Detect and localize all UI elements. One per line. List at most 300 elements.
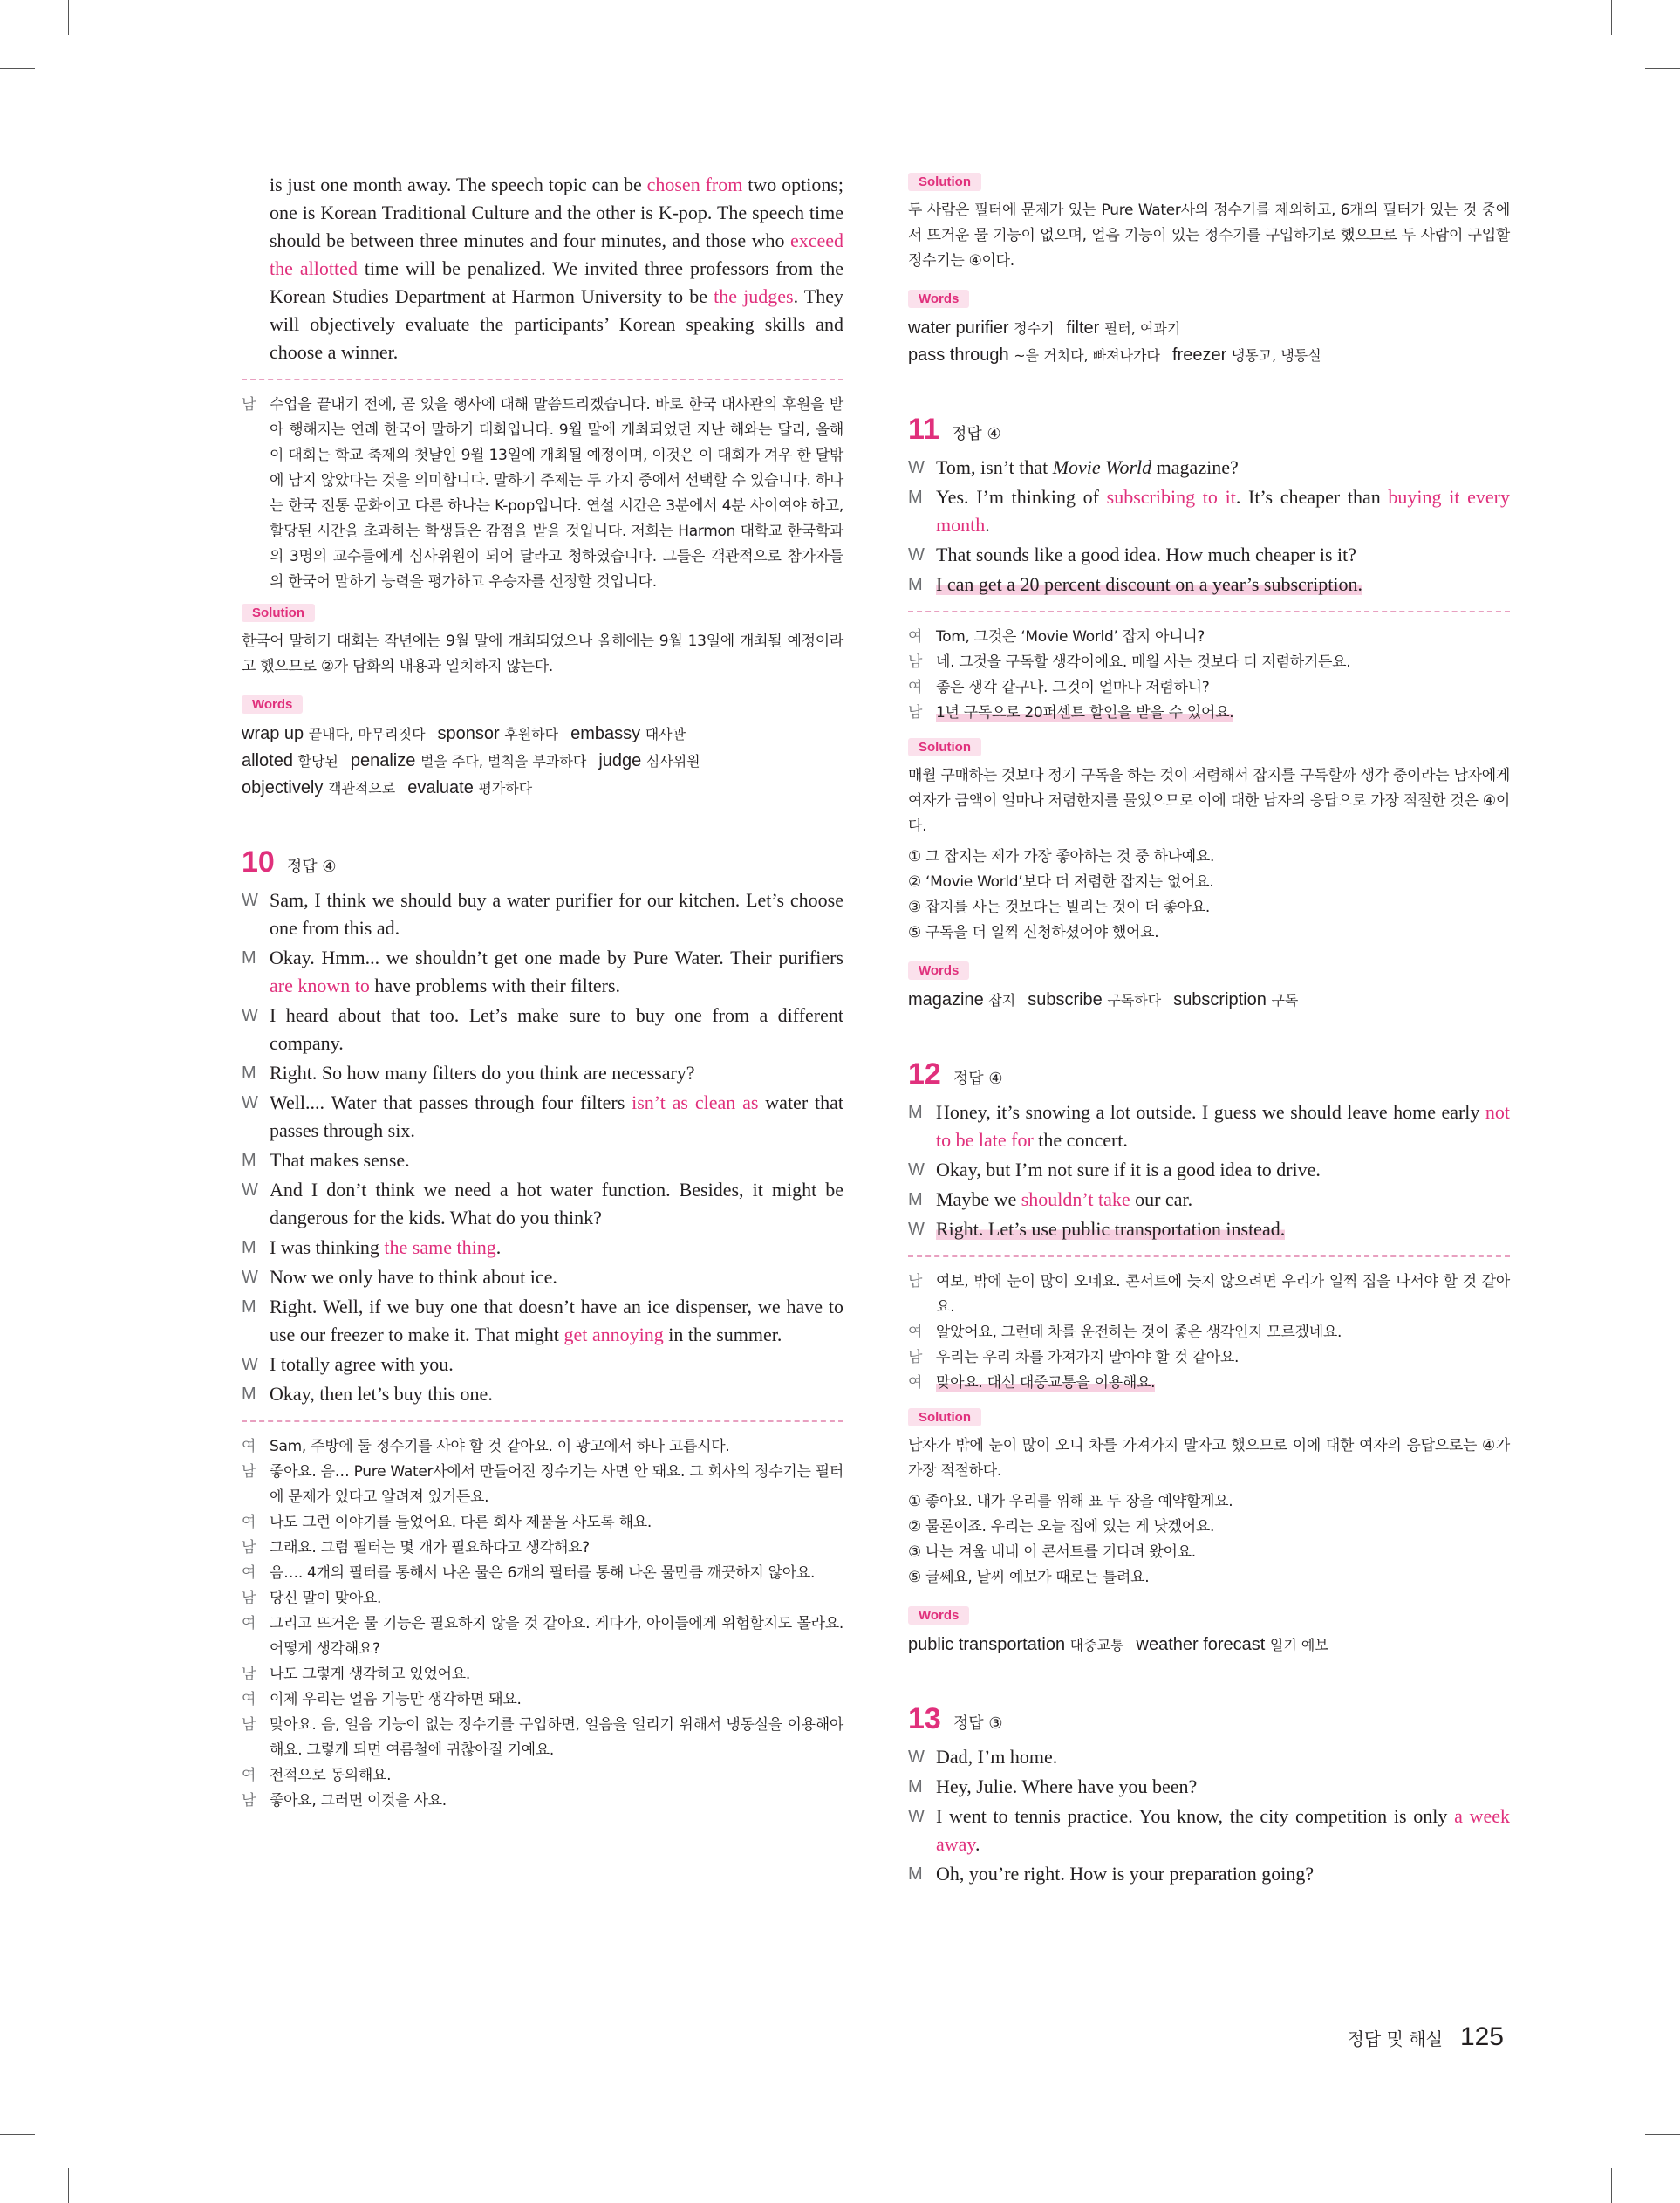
highlighted-phrase: subscribing to it — [1106, 486, 1236, 508]
translation-line — [242, 1586, 843, 1611]
highlighted-phrase: the judges — [714, 285, 794, 307]
speaker-label: 여 — [908, 679, 923, 696]
speaker-label: 남 — [242, 1792, 256, 1810]
dialogue-text — [270, 1234, 843, 1262]
speaker-label: W — [908, 545, 925, 564]
text-run: Yes. I’m thinking of — [936, 486, 1107, 508]
dialogue-line — [242, 944, 843, 1000]
dashed-divider — [908, 611, 1510, 612]
q9-translation — [242, 393, 843, 595]
italic-title: Movie World — [1052, 456, 1152, 478]
dialogue-text — [270, 1380, 843, 1408]
vocab-term: public transportation — [908, 1635, 1070, 1654]
speaker-label: 여 — [242, 1438, 256, 1455]
answer-label: 정답 ④ — [951, 425, 1001, 443]
text-run: Honey, it’s snowing a lot outside. I guess we should leave home early — [936, 1101, 1485, 1123]
translation-line — [908, 1345, 1510, 1371]
text-run: Okay, but I’m not sure if it is a good idea to drive. — [936, 1159, 1321, 1180]
translation-text: 나도 그렇게 생각하고 있었어요. — [270, 1666, 471, 1683]
vocab-meaning: 후원하다 — [504, 726, 559, 742]
text-run: Right. Well, if we buy one that doesn’t have an ice dispenser, we have to use our freezer to make it. That might — [270, 1296, 843, 1345]
words-line — [908, 1632, 1510, 1659]
q11-dialogue — [908, 454, 1510, 599]
crop-mark — [68, 2168, 69, 2203]
translation-line — [242, 1687, 843, 1713]
solution-badge: Solution — [242, 604, 315, 622]
translation-text-wrap — [936, 1345, 1510, 1371]
dashed-divider — [242, 1420, 843, 1422]
speaker-label: 여 — [242, 1564, 256, 1582]
vocab-meaning: ~을 거치다, 빠져나가다 — [1014, 347, 1160, 364]
dialogue-text — [270, 1059, 843, 1087]
text-run: I heard about that too. Let’s make sure to buy one from a different company. — [270, 1004, 843, 1054]
vocab-meaning: 벌을 주다, 벌칙을 부과하다 — [420, 753, 587, 770]
translation-text: 음…. 4개의 필터를 통해서 나온 물은 6개의 필터를 통해 나온 물만큼 깨끗하지 않아요. — [270, 1564, 816, 1582]
answer-label: 정답 ④ — [953, 1070, 1003, 1088]
dashed-divider — [242, 379, 843, 380]
text-run: . They will objectively evaluate the participants’ Korean speaking skills and choose a winner. — [270, 285, 843, 363]
q9-solution-text: 한국어 말하기 대회는 작년에는 9월 말에 개최되었으나 올해에는 9월 13일에 개최될 예정이라고 했으므로 ②가 담화의 내용과 일치하지 않는다. — [242, 633, 843, 675]
q11-words-list — [908, 987, 1510, 1014]
q10-translation — [242, 1434, 843, 1814]
translation-line — [242, 1763, 843, 1789]
crop-mark — [1645, 2134, 1680, 2135]
text-run: And I don’t think we need a hot water function. Besides, it might be dangerous for the kids. What do you think? — [270, 1179, 843, 1228]
text-run: two options; one is Korean Traditional Culture and the other is K-pop. The speech time should be between three minutes and four minutes, and those who — [270, 174, 843, 251]
text-run: . — [495, 1236, 502, 1258]
answer-option: ③ 나는 겨울 내내 이 콘서트를 기다려 왔어요. — [908, 1543, 1196, 1561]
translation-line — [242, 1611, 843, 1662]
vocab-meaning: 일기 예보 — [1269, 1637, 1328, 1653]
crop-mark — [1645, 68, 1680, 69]
text-run: That makes sense. — [270, 1149, 410, 1171]
speaker-label: 남 — [242, 1666, 256, 1683]
dialogue-text — [936, 1156, 1510, 1184]
dialogue-text — [270, 1351, 843, 1379]
translation-text-wrap — [936, 1371, 1510, 1396]
dialogue-line — [242, 1176, 843, 1232]
answer-option: ① 좋아요. 내가 우리를 위해 표 두 장을 예약할게요. — [908, 1493, 1233, 1510]
translation-text-wrap — [270, 1789, 843, 1814]
vocab-term: wrap up — [242, 724, 309, 743]
text-run: . It’s cheaper than — [1235, 486, 1389, 508]
crop-mark — [68, 0, 69, 35]
q12-translation — [908, 1269, 1510, 1396]
q10-solution-text: 두 사람은 필터에 문제가 있는 Pure Water사의 정수기를 제외하고, 6개의 필터가 있는 것 중에서 뜨거운 물 기능이 없으며, 얼음 기능이 있는 정수기를 구입하기로 했으므로 두 사람이 구입할 정수기는 ④이다. — [908, 202, 1510, 270]
dialogue-line — [908, 1773, 1510, 1801]
translation-line — [242, 393, 843, 595]
text-run: Dad, I’m home. — [936, 1746, 1058, 1768]
q10-dialogue — [242, 886, 843, 1408]
vocab-term: objectively — [242, 778, 328, 797]
translation-text: 좋아요. 음… Pure Water사에서 만들어진 정수기는 사면 안 돼요. 그 회사의 정수기는 필터에 문제가 있다고 알려져 있거든요. — [270, 1463, 843, 1506]
highlighted-phrase: are known to — [270, 975, 370, 996]
speaker-label: W — [908, 458, 925, 477]
crop-mark — [0, 68, 35, 69]
speaker-label: W — [242, 1006, 258, 1025]
speaker-label: M — [242, 1064, 256, 1083]
vocab-term: evaluate — [407, 778, 479, 797]
translation-text-wrap — [270, 1510, 843, 1536]
dialogue-line — [908, 1803, 1510, 1858]
vocab-term: water purifier — [908, 318, 1014, 338]
translation-text-wrap — [936, 650, 1510, 675]
translation-text: 여보, 밖에 눈이 많이 오네요. 콘서트에 늦지 않으려면 우리가 일찍 집을 나서야 할 것 같아요. — [936, 1273, 1510, 1316]
translation-line — [908, 701, 1510, 726]
answer-option: ⑤ 글쎄요, 날씨 예보가 때로는 틀려요. — [908, 1569, 1150, 1586]
translation-text-wrap — [270, 1434, 843, 1460]
translation-text: 우리는 우리 차를 가져가지 말아야 할 것 같아요. — [936, 1349, 1240, 1366]
vocab-term: weather forecast — [1136, 1635, 1270, 1654]
vocab-meaning: 필터, 여과기 — [1103, 320, 1181, 337]
translation-line — [908, 675, 1510, 701]
translation-text: 맞아요. 음, 얼음 기능이 없는 정수기를 구입하면, 얼음을 얼리기 위해서 냉동실을 이용해야 해요. 그렇게 되면 여름철에 귀찮아질 거예요. — [270, 1716, 843, 1759]
text-run: Now we only have to think about ice. — [270, 1266, 557, 1288]
translation-text-wrap — [270, 1687, 843, 1713]
text-run: time will be penalized. We invited three professors from the Korean Studies Department at Harmon University to be — [270, 257, 843, 307]
vocab-meaning: 구독 — [1271, 992, 1299, 1009]
dialogue-text — [936, 1186, 1510, 1214]
translation-line — [908, 650, 1510, 675]
translation-text: Tom, 그것은 ‘Movie World’ 잡지 아니니? — [936, 628, 1205, 646]
dialogue-text — [936, 1098, 1510, 1154]
translation-line — [242, 1789, 843, 1814]
speaker-label: 남 — [908, 1349, 923, 1366]
vocab-term: penalize — [350, 751, 420, 770]
translation-text: 그래요. 그럼 필터는 몇 개가 필요하다고 생각해요? — [270, 1539, 590, 1556]
crop-mark — [1611, 0, 1612, 35]
speaker-label: 여 — [242, 1691, 256, 1708]
highlighted-phrase: a week away — [936, 1805, 1510, 1855]
q12-dialogue — [908, 1098, 1510, 1243]
dialogue-text — [270, 1089, 843, 1145]
speaker-label: 남 — [908, 704, 923, 722]
highlighted-phrase: buying it every month — [936, 486, 1510, 536]
text-run: the concert. — [1033, 1129, 1128, 1151]
dialogue-line — [908, 541, 1510, 569]
dialogue-line — [242, 1002, 843, 1057]
translation-text: 1년 구독으로 20퍼센트 할인을 받을 수 있어요. — [936, 704, 1234, 722]
text-run: Oh, you’re right. How is your preparation going? — [936, 1863, 1315, 1885]
q11-solution-text: 매월 구매하는 것보다 정기 구독을 하는 것이 저렴해서 잡지를 구독할까 생각 중이라는 남자에게 여자가 금액이 얼마나 저렴한지를 물었으므로 이에 대한 남자의 응답으로 가장 적절한 것은 ④이다. — [908, 767, 1511, 835]
speaker-label: W — [242, 1268, 258, 1287]
dialogue-text — [270, 1146, 843, 1174]
highlighted-phrase: chosen from — [646, 174, 743, 195]
q10-words-list — [908, 315, 1510, 369]
dialogue-text — [936, 483, 1510, 539]
dialogue-line — [242, 1293, 843, 1349]
dialogue-line — [908, 571, 1510, 599]
speaker-label: W — [908, 1160, 925, 1180]
translation-text-wrap — [936, 1320, 1510, 1345]
text-run: Well.... Water that passes through four filters — [270, 1091, 632, 1113]
text-run: I went to tennis practice. You know, the city competition is only — [936, 1805, 1455, 1827]
dialogue-text — [270, 1263, 843, 1291]
words-line — [908, 342, 1510, 369]
speaker-label: 여 — [242, 1615, 256, 1632]
dialogue-line — [242, 1146, 843, 1174]
dialogue-line — [242, 1380, 843, 1408]
q12-options — [908, 1489, 1510, 1591]
speaker-label: M — [242, 1151, 256, 1170]
translation-text: 네. 그것을 구독할 생각이에요. 매월 사는 것보다 더 저렴하거든요. — [936, 653, 1351, 671]
speaker-label: M — [908, 1190, 923, 1209]
dialogue-text — [936, 1860, 1510, 1888]
translation-text-wrap — [936, 1269, 1510, 1320]
speaker-label: 남 — [242, 396, 256, 414]
dialogue-line — [908, 1156, 1510, 1184]
highlighted-phrase: the same thing — [384, 1236, 496, 1258]
text-run: Tom, isn’t that — [936, 456, 1053, 478]
vocab-term: filter — [1066, 318, 1104, 338]
speaker-label: 남 — [908, 1273, 923, 1290]
crop-mark — [0, 2134, 35, 2135]
translation-text: 전적으로 동의해요. — [270, 1767, 392, 1784]
dashed-divider — [908, 1255, 1510, 1257]
translation-line — [242, 1713, 843, 1763]
answer-option: ⑤ 구독을 더 일찍 신청하셨어야 했어요. — [908, 924, 1159, 941]
left-column — [242, 171, 843, 1814]
speaker-label: W — [242, 1093, 258, 1112]
text-run: is just one month away. The speech topic can be — [270, 174, 647, 195]
translation-text-wrap — [270, 1460, 843, 1510]
text-run: Okay, then let’s buy this one. — [270, 1383, 493, 1405]
solution-badge: Solution — [908, 173, 981, 191]
words-line — [242, 775, 843, 802]
dialogue-line — [908, 454, 1510, 482]
question-number: 10 — [242, 845, 275, 879]
translation-line — [908, 1371, 1510, 1396]
translation-line — [908, 625, 1510, 650]
speaker-label: M — [242, 948, 256, 968]
translation-text: 맞아요. 대신 대중교통을 이용해요. — [936, 1374, 1156, 1392]
translation-line — [908, 1269, 1510, 1320]
speaker-label: 남 — [242, 1716, 256, 1734]
words-line — [242, 721, 843, 748]
dialogue-line — [242, 1234, 843, 1262]
answer-label: 정답 ③ — [953, 1714, 1003, 1733]
speaker-label: W — [908, 1220, 925, 1239]
speaker-label: 여 — [908, 628, 923, 646]
translation-text-wrap — [936, 701, 1510, 726]
text-run: in the summer. — [663, 1324, 782, 1345]
translation-text: Sam, 주방에 둘 정수기를 사야 할 것 같아요. 이 광고에서 하나 고릅시다. — [270, 1438, 730, 1455]
vocab-term: pass through — [908, 346, 1014, 365]
words-line — [908, 987, 1510, 1014]
translation-text-wrap — [270, 1763, 843, 1789]
vocab-term: embassy — [570, 724, 645, 743]
vocab-meaning: 잡지 — [988, 992, 1016, 1009]
highlighted-phrase: exceed the allotted — [270, 229, 843, 279]
translation-text-wrap — [270, 1536, 843, 1561]
translation-text-wrap — [936, 625, 1510, 650]
speaker-label: M — [242, 1238, 256, 1257]
text-run: Maybe we — [936, 1188, 1021, 1210]
dialogue-text — [270, 1002, 843, 1057]
vocab-meaning: 냉동고, 냉동실 — [1231, 347, 1321, 364]
dialogue-text — [936, 1215, 1510, 1243]
dialogue-line — [908, 1743, 1510, 1771]
q9-words-list — [242, 721, 843, 802]
translation-line — [242, 1460, 843, 1510]
text-run: Hey, Julie. Where have you been? — [936, 1775, 1198, 1797]
vocab-meaning: 대사관 — [645, 726, 686, 742]
translation-text: 그리고 뜨거운 물 기능은 필요하지 않을 것 같아요. 게다가, 아이들에게 위험할지도 몰라요. 어떻게 생각해요? — [270, 1615, 843, 1658]
highlighted-phrase: get annoying — [563, 1324, 664, 1345]
dialogue-line — [242, 1263, 843, 1291]
words-badge: Words — [908, 1606, 969, 1625]
text-run: . — [985, 514, 990, 536]
translation-text-wrap — [270, 393, 843, 595]
translation-text-wrap — [270, 1611, 843, 1662]
dialogue-text — [936, 541, 1510, 569]
speaker-label: W — [908, 1807, 925, 1826]
speaker-label: M — [908, 1103, 923, 1122]
vocab-term: alloted — [242, 751, 298, 770]
dialogue-line — [242, 1089, 843, 1145]
q11-header — [908, 413, 1510, 447]
q11-options — [908, 845, 1510, 946]
words-line — [242, 748, 843, 775]
solution-badge: Solution — [908, 738, 981, 756]
text-run: That sounds like a good idea. How much cheaper is it? — [936, 544, 1357, 565]
vocab-meaning: 끝내다, 마무리짓다 — [308, 726, 426, 742]
speaker-label: 여 — [908, 1324, 923, 1341]
text-run: magazine? — [1151, 456, 1239, 478]
solution-badge: Solution — [908, 1408, 981, 1426]
speaker-label: M — [908, 1864, 923, 1884]
speaker-label: M — [908, 488, 923, 507]
dialogue-line — [908, 483, 1510, 539]
answer-underline-phrase: I can get a 20 percent discount on a year’s subscription. — [936, 573, 1362, 595]
speaker-label: 남 — [242, 1590, 256, 1607]
translation-text-wrap — [270, 1561, 843, 1586]
vocab-term: magazine — [908, 990, 989, 1009]
translation-line — [242, 1662, 843, 1687]
speaker-label: M — [908, 575, 923, 594]
q11-translation — [908, 625, 1510, 726]
page-number: 125 — [1459, 2022, 1504, 2051]
speaker-label: W — [908, 1748, 925, 1767]
translation-text: 수업을 끝내기 전에, 곧 있을 행사에 대해 말씀드리겠습니다. 바로 한국 대사관의 후원을 받아 행해지는 연례 한국어 말하기 대회입니다. 9월 말에 개최되었던 지난 해와는 달리, 올해 이 대회는 학교 축제의 첫날인 9월 13일에 개최될 예정이며, 이것은 이 대회가 겨우 한 달밖에 남지 않았다는 것을 의미합니다. 말하기 주제는 두 가지 중에서 선택할 수 있습니다. 하나는 한국 전통 문화이고 다른 하나는 K-pop입니다. 연설 시간은 3분에서 4분 사이여야 하고, 할당된 시간을 초과하는 학생들은 감점을 받을 것입니다. 저희는 Harmon 대학교 한국학과의 3명의 교수들에게 심사위원이 되어 달라고 청하였습니다. 그들은 객관적으로 참가자들의 한국어 말하기 능력을 평가하고 우승자를 선정할 것입니다. — [270, 396, 843, 591]
speaker-label: W — [242, 1355, 258, 1374]
q12-solution-text: 남자가 밖에 눈이 많이 오니 차를 가져가지 말자고 했으므로 이에 대한 여자의 응답으로는 ④가 가장 적절하다. — [908, 1437, 1510, 1480]
answer-label: 정답 ④ — [286, 858, 337, 876]
vocab-term: subscribe — [1028, 990, 1108, 1009]
dialogue-text — [936, 1803, 1510, 1858]
right-column — [908, 171, 1510, 1890]
dialogue-line — [242, 1059, 843, 1087]
vocab-meaning: 대중교통 — [1069, 1637, 1124, 1653]
footer-label: 정답 및 해설 — [1347, 2029, 1443, 2049]
question-number: 12 — [908, 1057, 941, 1091]
crop-mark — [1611, 2168, 1612, 2203]
question-number: 13 — [908, 1702, 941, 1735]
q9-script-passage — [242, 171, 843, 366]
translation-line — [242, 1434, 843, 1460]
q10-header — [242, 845, 843, 879]
speaker-label: M — [242, 1297, 256, 1317]
vocab-meaning: 객관적으로 — [327, 780, 396, 797]
translation-text: 알았어요, 그런데 차를 운전하는 것이 좋은 생각인지 모르겠네요. — [936, 1324, 1342, 1341]
dialogue-text — [270, 886, 843, 942]
translation-text-wrap — [270, 1586, 843, 1611]
question-number: 11 — [908, 413, 939, 446]
dialogue-line — [908, 1186, 1510, 1214]
highlighted-phrase: shouldn’t take — [1021, 1188, 1130, 1210]
text-run: have problems with their filters. — [369, 975, 621, 996]
dialogue-line — [242, 886, 843, 942]
text-run: I was thinking — [270, 1236, 385, 1258]
q13-dialogue — [908, 1743, 1510, 1888]
dialogue-text — [936, 454, 1510, 482]
q12-words-list — [908, 1632, 1510, 1659]
speaker-label: 여 — [242, 1767, 256, 1784]
translation-text: 당신 말이 맞아요. — [270, 1590, 382, 1607]
speaker-label: 남 — [242, 1539, 256, 1556]
dialogue-text — [936, 571, 1510, 599]
vocab-meaning: 정수기 — [1014, 320, 1055, 337]
dialogue-line — [242, 1351, 843, 1379]
text-run: Right. So how many filters do you think are necessary? — [270, 1062, 695, 1084]
speaker-label: 여 — [242, 1514, 256, 1531]
answer-option: ② ‘Movie World’보다 더 저렴한 잡지는 없어요. — [908, 873, 1214, 891]
translation-line — [242, 1510, 843, 1536]
translation-text: 좋은 생각 같구나. 그것이 얼마나 저렴하니? — [936, 679, 1210, 696]
speaker-label: W — [242, 1180, 258, 1200]
translation-text: 나도 그런 이야기를 들었어요. 다른 회사 제품을 사도록 해요. — [270, 1514, 652, 1531]
words-badge: Words — [908, 961, 969, 980]
dialogue-line — [908, 1098, 1510, 1154]
dialogue-text — [270, 1293, 843, 1349]
translation-line — [242, 1536, 843, 1561]
answer-option: ① 그 잡지는 제가 가장 좋아하는 것 중 하나예요. — [908, 848, 1215, 865]
translation-line — [908, 1320, 1510, 1345]
dialogue-line — [908, 1215, 1510, 1243]
highlighted-phrase: not to be late for — [936, 1101, 1510, 1151]
dialogue-text — [936, 1773, 1510, 1801]
words-badge: Words — [908, 290, 969, 308]
dialogue-line — [908, 1860, 1510, 1888]
vocab-term: freezer — [1171, 346, 1232, 365]
q12-header — [908, 1057, 1510, 1091]
speaker-label: 여 — [908, 1374, 923, 1392]
speaker-label: M — [908, 1777, 923, 1796]
highlighted-phrase: isn’t as clean as — [632, 1091, 759, 1113]
vocab-meaning: 할당된 — [297, 753, 338, 770]
vocab-meaning: 심사위원 — [645, 753, 700, 770]
translation-text-wrap — [270, 1713, 843, 1763]
text-run: . — [975, 1833, 980, 1855]
dialogue-text — [270, 1176, 843, 1232]
translation-text-wrap — [936, 675, 1510, 701]
speaker-label: 남 — [908, 653, 923, 671]
words-badge: Words — [242, 695, 303, 714]
page-footer — [1348, 2022, 1504, 2052]
dialogue-text — [936, 1743, 1510, 1771]
answer-option: ③ 잡지를 사는 것보다는 빌리는 것이 더 좋아요. — [908, 899, 1210, 916]
speaker-label: 남 — [242, 1463, 256, 1481]
text-run: Okay. Hmm... we shouldn’t get one made by Pure Water. Their purifiers — [270, 947, 843, 968]
vocab-term: subscription — [1173, 990, 1272, 1009]
text-run: water that passes through six. — [270, 1091, 843, 1141]
translation-text: 좋아요, 그러면 이것을 사요. — [270, 1792, 447, 1810]
translation-line — [242, 1561, 843, 1586]
answer-underline-phrase: Right. Let’s use public transportation instead. — [936, 1218, 1286, 1240]
vocab-meaning: 평가하다 — [478, 780, 533, 797]
translation-text-wrap — [270, 1662, 843, 1687]
vocab-term: judge — [598, 751, 646, 770]
